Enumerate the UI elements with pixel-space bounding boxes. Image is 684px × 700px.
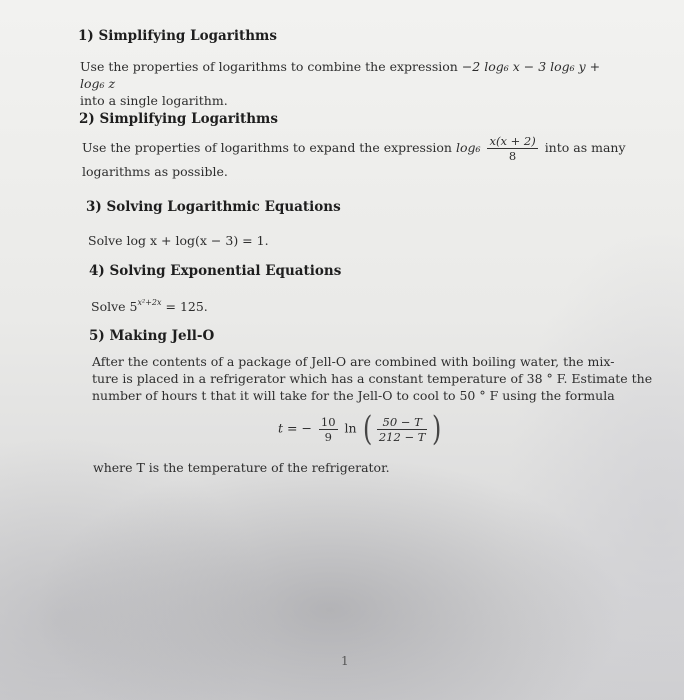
section-1-expression: −2 log₆ x − 3 log₆ y + log₆ z [80,59,601,91]
formula-lhs: t = − [278,420,312,436]
section-5-line-3: number of hours t that it will take for the Jell-O to cool to 50 ° F using the formula [92,388,615,403]
page-number: 1 [341,654,349,668]
section-5-line-2: ture is placed in a refrigerator which has a constant temperature of 38 ° F. Estimate the [92,371,653,386]
formula-argument [377,415,428,444]
section-2-fraction-denominator: 8 [508,149,517,163]
section-2-text-mid: into as many [544,140,626,155]
formula-coefficient-denominator: 9 [324,429,332,444]
section-5-body [92,353,653,404]
section-1-text-end: into a single logarithm. [80,93,228,108]
formula-argument-denominator: 212 − T [378,429,426,444]
section-2-body [82,134,626,180]
formula-coefficient-numerator: 10 [320,414,336,429]
section-4-equation [91,294,208,315]
left-paren: ( [362,409,372,449]
section-3-heading: 3) Solving Logarithmic Equations [86,199,341,215]
formula-ln: ln [344,420,357,436]
right-paren: ) [432,409,442,449]
section-4-base: 5 [129,299,138,314]
formula-coefficient [319,415,338,444]
section-5-footer-text: where T is the temperature of the refrigerator. [93,460,390,475]
section-2-fraction-numerator: x(x + 2) [489,134,536,148]
section-2-fraction [487,134,537,163]
section-1-text: Use the properties of logarithms to combine the expression [80,59,458,74]
section-5-line-1: After the contents of a package of Jell-O are combined with boiling water, the mix- [92,354,615,369]
section-5-heading: 5) Making Jell-O [89,328,215,344]
section-4-exponent: x²+2x [137,298,162,307]
section-4-solve-label: Solve [91,299,126,314]
section-1-body [80,58,620,109]
section-2-text-end: logarithms as possible. [82,164,228,179]
section-2-text: Use the properties of logarithms to expand the expression [82,140,452,155]
section-2-log: log₆ [455,140,481,155]
section-1-heading: 1) Simplifying Logarithms [78,28,277,44]
section-3-text: Solve log x + log(x − 3) = 1. [88,233,269,248]
jello-formula [278,409,444,449]
section-4-rhs: = 125. [165,299,208,314]
section-2-heading: 2) Simplifying Logarithms [79,111,278,127]
formula-argument-numerator: 50 − T [377,415,428,430]
section-4-heading: 4) Solving Exponential Equations [89,263,342,279]
